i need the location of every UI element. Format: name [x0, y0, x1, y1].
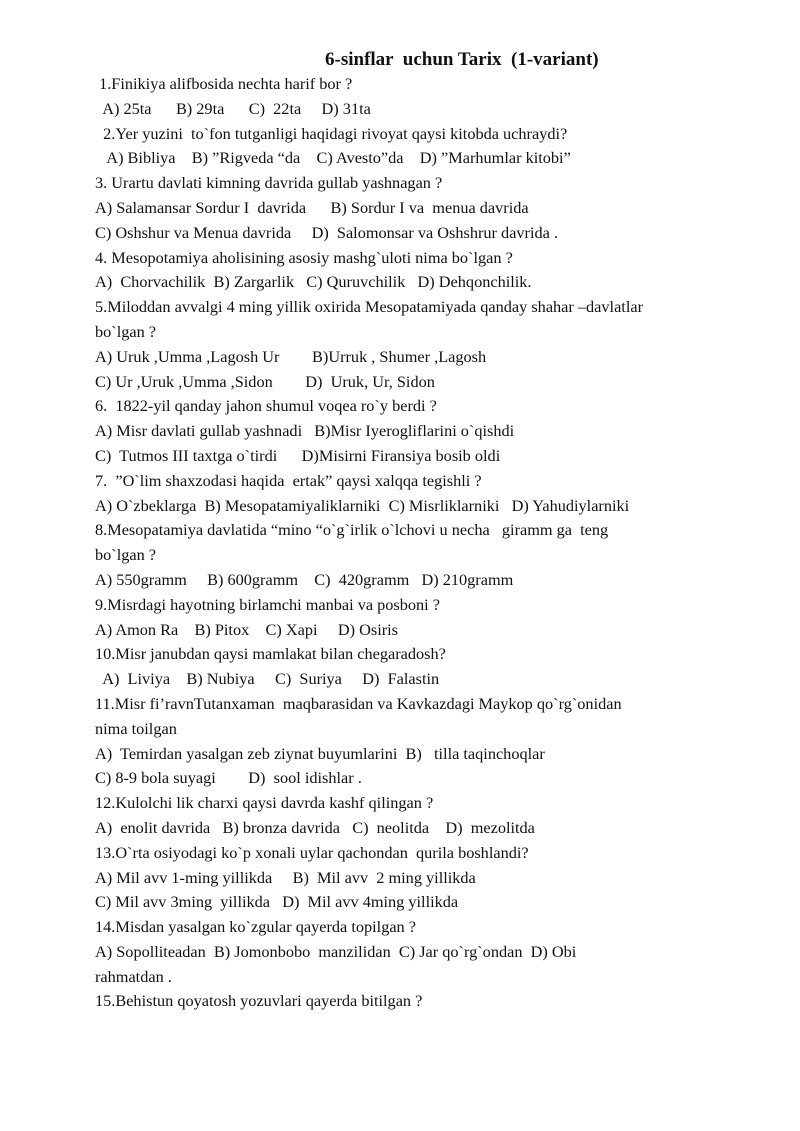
text-line: A) Chorvachilik B) Zargarlik C) Quruvchilik D) Dehqonchilik.	[95, 272, 532, 292]
text-line: A) Sopolliteadan B) Jomonbobo manzilidan C) Jar qo`rg`ondan D) Obi	[95, 941, 577, 961]
text-line: 14.Misdan yasalgan ko`zgular qayerda topilgan ?	[95, 917, 416, 937]
text-line: C) Ur ,Uruk ,Umma ,Sidon D) Uruk, Ur, Sidon	[95, 371, 435, 391]
text-line: 7. ”O`lim shaxzodasi haqida ertak” qaysi xalqqa tegishli ?	[95, 470, 482, 490]
text-line: A) 550gramm B) 600gramm C) 420gramm D) 210gramm	[95, 569, 514, 589]
text-line: A) Bibliya B) ”Rigveda “da C) Avesto”da D) ”Marhumlar kitobi”	[95, 148, 571, 168]
page-title: 6-sinflar uchun Tarix (1-variant)	[325, 49, 599, 70]
text-line: A) Temirdan yasalgan zeb ziynat buyumlarini B) tilla taqinchoqlar	[95, 743, 545, 763]
text-line: 10.Misr janubdan qaysi mamlakat bilan chegaradosh?	[95, 644, 446, 664]
text-line: rahmatdan .	[95, 966, 172, 986]
text-line: bo`lgan ?	[95, 321, 157, 341]
text-line: A) Salamansar Sordur I davrida B) Sordur I va menua davrida	[95, 197, 529, 217]
text-line: 15.Behistun qoyatosh yozuvlari qayerda bitilgan ?	[95, 991, 423, 1011]
text-line: 13.O`rta osiyodagi ko`p xonali uylar qachondan qurila boshlandi?	[95, 842, 529, 862]
text-line: A) Amon Ra B) Pitox C) Xapi D) Osiris	[95, 619, 399, 639]
text-line: 8.Mesopatamiya davlatida “mino “o`g`irlik o`lchovi u necha giramm ga teng	[95, 520, 609, 540]
text-line: A) Liviya B) Nubiya C) Suriya D) Falastin	[95, 669, 440, 689]
text-line: 12.Kulolchi lik charxi qaysi davrda kashf qilingan ?	[95, 793, 434, 813]
text-line: 5.Miloddan avvalgi 4 ming yillik oxirida Mesopatamiyada qanday shahar –davlatlar	[95, 297, 643, 317]
text-line: A) Mil avv 1-ming yillikda B) Mil avv 2 ming yillikda	[95, 867, 476, 887]
text-line: A) Uruk ,Umma ,Lagosh Ur B)Urruk , Shumer ,Lagosh	[95, 346, 487, 366]
question-list	[95, 72, 755, 1014]
text-line: A) 25ta B) 29ta C) 22ta D) 31ta	[95, 98, 371, 118]
text-line: nima toilgan	[95, 718, 177, 738]
text-line: 3. Urartu davlati kimning davrida gullab yashnagan ?	[95, 173, 443, 193]
text-line: C) 8-9 bola suyagi D) sool idishlar .	[95, 768, 362, 788]
text-line: 11.Misr fi’ravnTutanxaman maqbarasidan va Kavkazdagi Maykop qo`rg`onidan	[95, 693, 622, 713]
text-line: C) Mil avv 3ming yillikda D) Mil avv 4ming yillikda	[95, 892, 459, 912]
text-line: bo`lgan ?	[95, 545, 157, 565]
text-line: C) Oshshur va Menua davrida D) Salomonsar va Oshshrur davrida .	[95, 222, 559, 242]
text-line: A) Misr davlati gullab yashnadi B)Misr Iyerogliflarini o`qishdi	[95, 421, 515, 441]
text-line: 1.Finikiya alifbosida nechta harif bor ?	[95, 74, 353, 93]
text-line: 6. 1822-yil qanday jahon shumul voqea ro`y berdi ?	[95, 396, 437, 416]
text-line: C) Tutmos III taxtga o`tirdi D)Misirni Firansiya bosib oldi	[95, 445, 501, 465]
text-line: 2.Yer yuzini to`fon tutganligi haqidagi rivoyat qaysi kitobda uchraydi?	[95, 123, 568, 143]
text-line: A) O`zbeklarga B) Mesopatamiyaliklarniki C) Misrliklarniki D) Yahudiylarniki	[95, 495, 630, 515]
text-line: A) enolit davrida B) bronza davrida C) neolitda D) mezolitda	[95, 817, 535, 837]
text-line: 4. Mesopotamiya aholisining asosiy mashg`uloti nima bo`lgan ?	[95, 247, 513, 267]
text-line: 9.Misrdagi hayotning birlamchi manbai va posboni ?	[95, 594, 441, 614]
